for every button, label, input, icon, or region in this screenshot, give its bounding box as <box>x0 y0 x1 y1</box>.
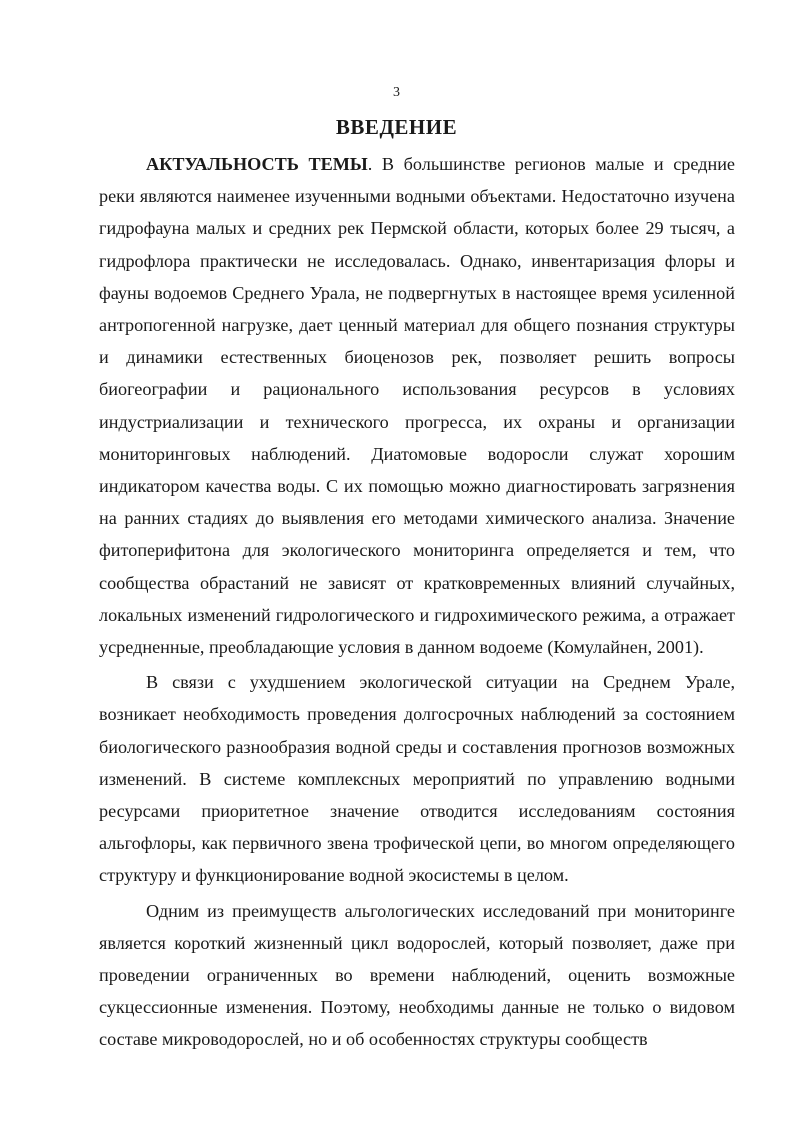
page-number: 3 <box>393 85 400 100</box>
page-title: ВВЕДЕНИЕ <box>335 115 458 139</box>
paragraph-text: . В большинстве регионов малые и средние реки являются наименее изученными водными объектами. Недостаточно изучена гидрофауна малых и средних рек Пермской области, которых более 29 тысяч, а гидрофлора практически не исследовалась. Однако, инвентаризация флоры и фауны водоемов Среднего Урала, не подвергнутых в настоящее время усиленной антропогенной нагрузке, дает ценный материал для общего познания структуры и динамики естественных биоценозов рек, позволяет решить вопросы биогеографии и рационального использования ресурсов в условиях индустриализации и технического прогресса, их охраны и организации мониторинговых наблюдений. Диатомовые водоросли служат хорошим индикатором качества воды. С их помощью можно диагностировать загрязнения на ранних стадиях до выявления его методами химического анализа. Значение фитоперифитона для экологического мониторинга определяется и тем, что сообщества обрастаний не зависят от кратковременных влияний случайных, локальных изменений гидрологического и гидрохимического режима, а отражает усредненные, преобладающие условия в данном водоеме (Комулайнен, 2001). <box>99 154 735 658</box>
paragraph-monitoring: Одним из преимуществ альгологических исследований при мониторинге является короткий жизненный цикл водорослей, который позволяет, даже при проведении ограниченных во времени наблюдений, оценить возможные сукцессионные изменения. Поэтому, необходимы данные не только о видовом составе микроводорослей, но и об особенностях структуры сообществ <box>99 900 735 1050</box>
paragraph-ecology: В связи с ухудшением экологической ситуации на Среднем Урале, возникает необходимость проведения долгосрочных наблюдений за состоянием биологического разнообразия водной среды и составления прогнозов возможных изменений. В системе комплексных мероприятий по управлению водными ресурсами приоритетное значение отводится исследованиям состояния альгофлоры, как первичного звена трофической цепи, во многом определяющего структуру и функционирование водной экосистемы в целом. <box>99 672 735 886</box>
paragraph-lead: АКТУАЛЬНОСТЬ ТЕМЫ <box>146 154 368 174</box>
paragraph-relevance <box>99 148 735 663</box>
document-body <box>99 148 735 1056</box>
